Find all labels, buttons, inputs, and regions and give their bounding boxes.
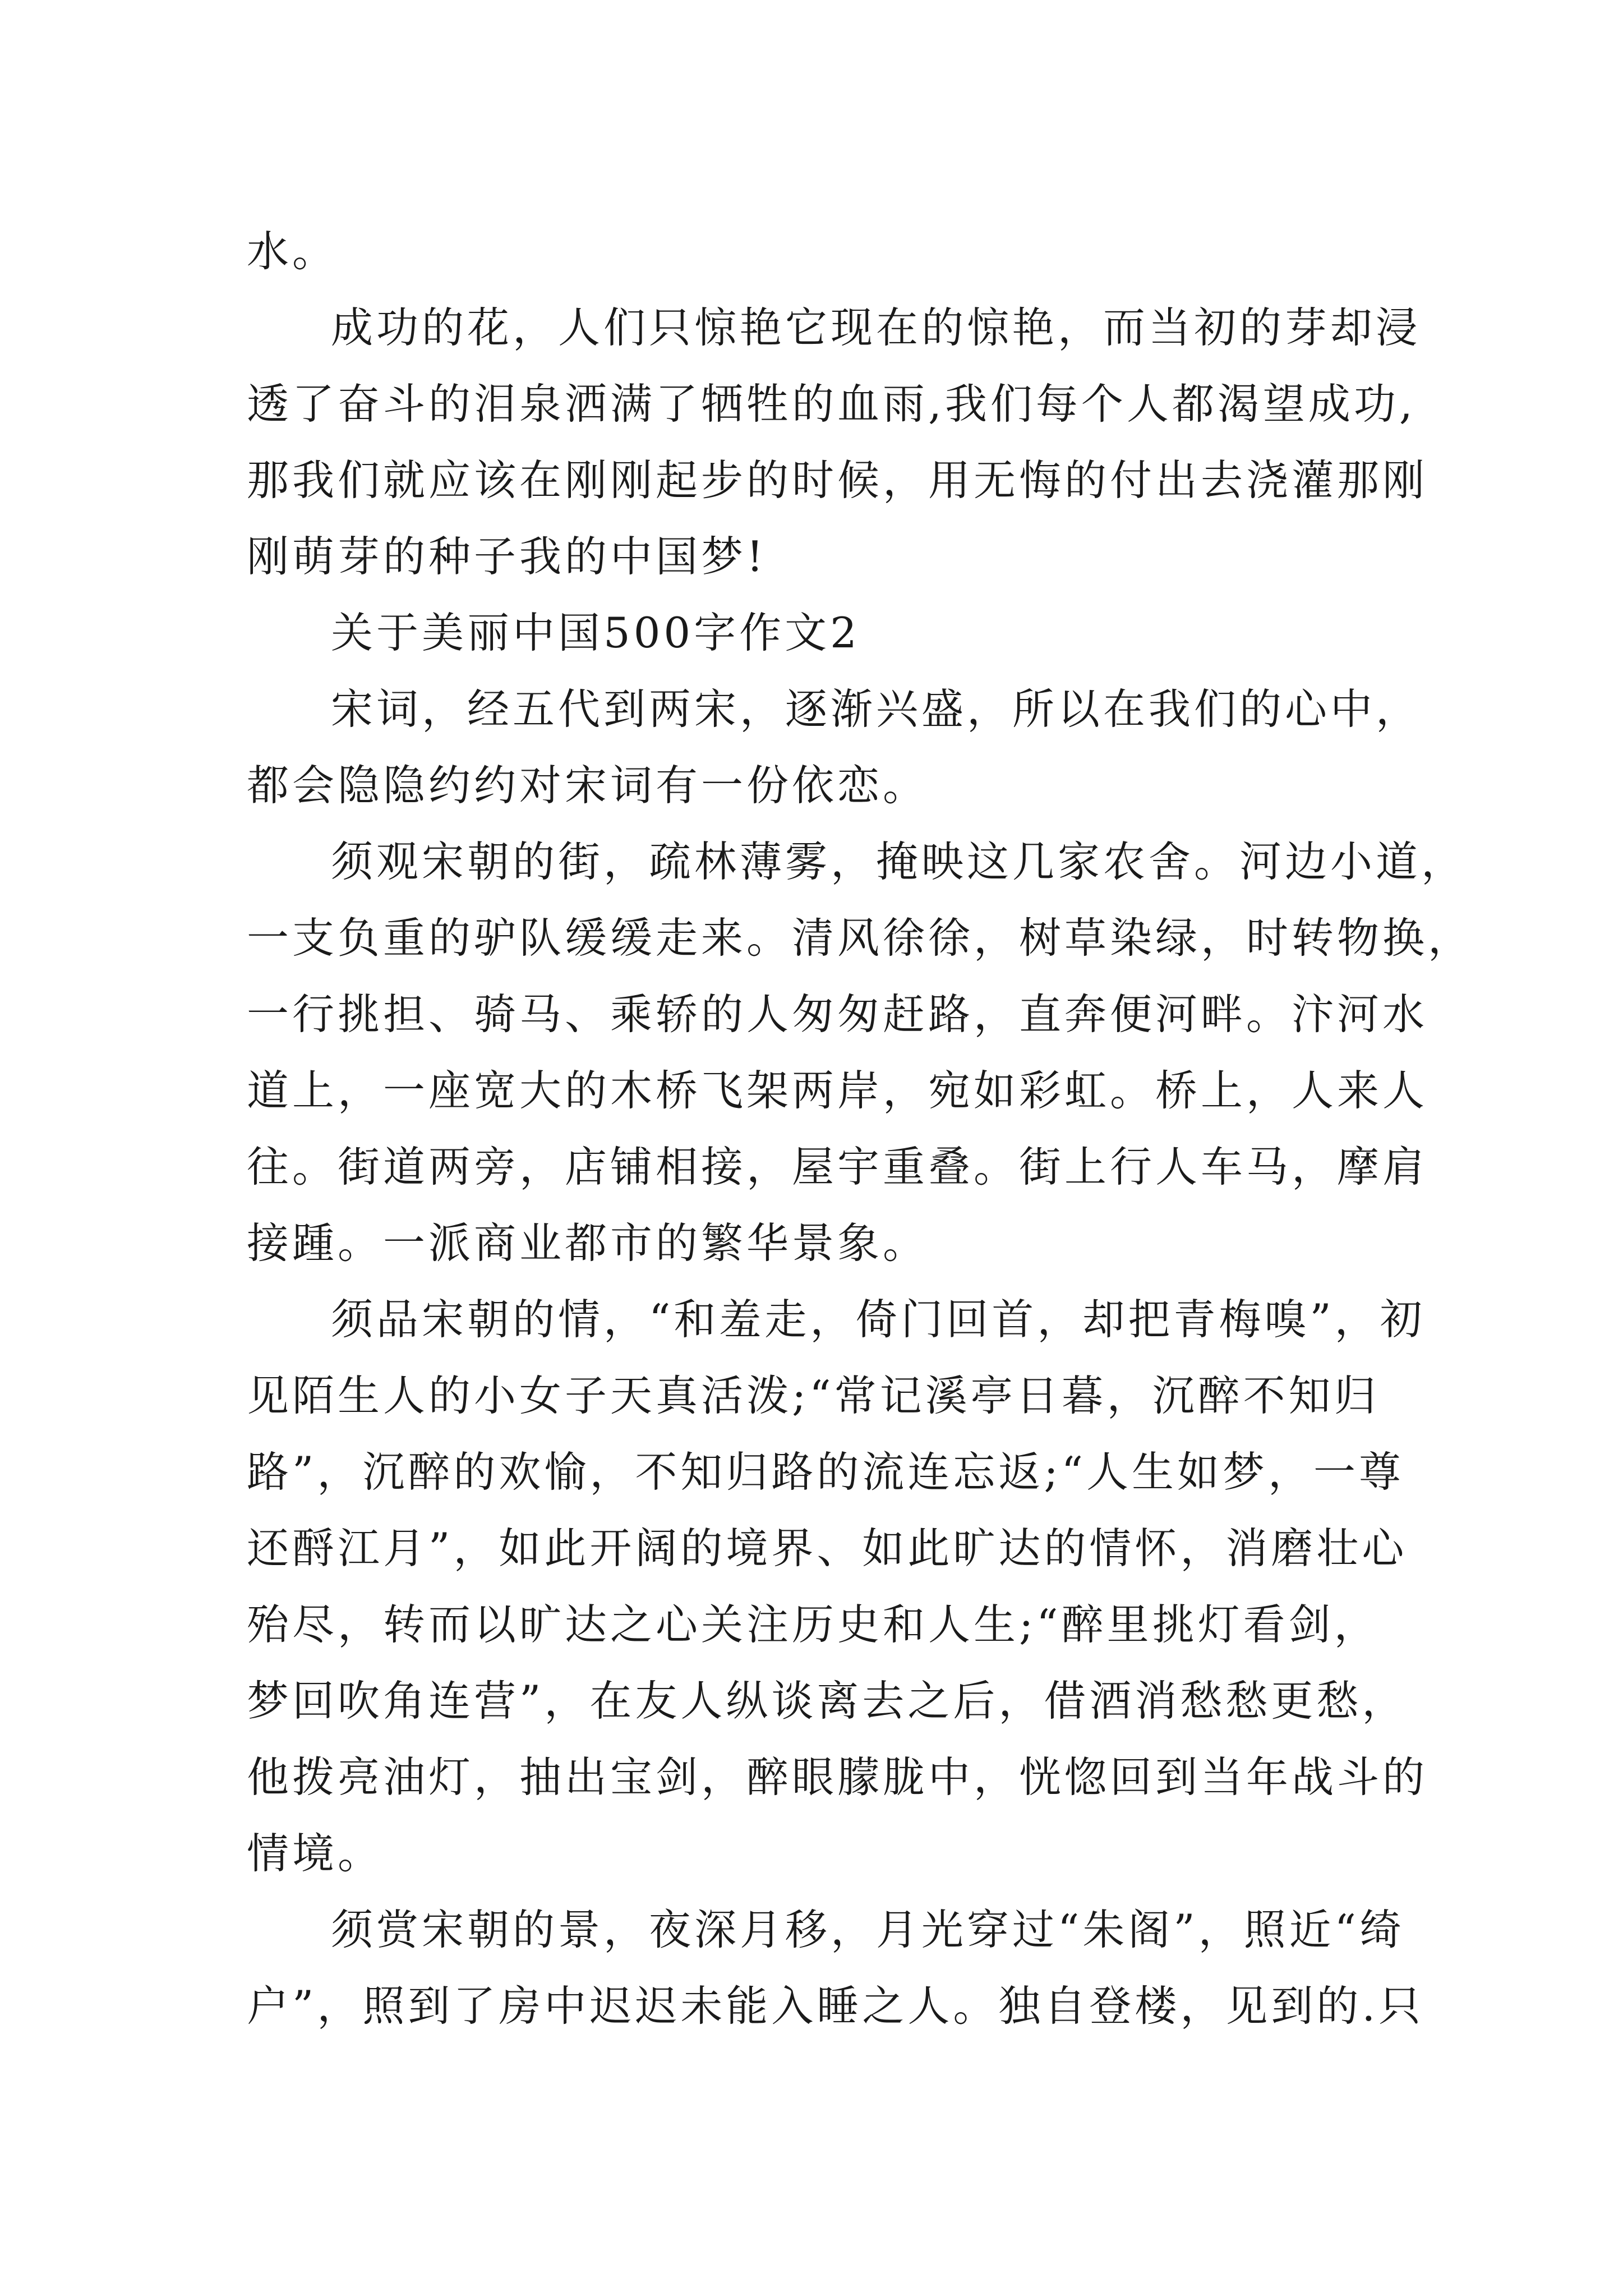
text-line: 关于美丽中国500字作文2 <box>331 608 860 657</box>
text-line: 须观宋朝的街，疏林薄雾，掩映这几家农舍。河边小道， <box>331 837 1467 886</box>
text-line: 路”，沉醉的欢愉，不知归路的流连忘返;“人生如梦，一尊 <box>247 1447 1404 1497</box>
text-line: 透了奋斗的泪泉洒满了牺牲的血雨,我们每个人都渴望成功, <box>247 379 1416 429</box>
text-line: 须赏宋朝的景，夜深月移，月光穿过“朱阁”，照近“绮 <box>331 1905 1405 1954</box>
text-line: 还酹江月”，如此开阔的境界、如此旷达的情怀，消磨壮心 <box>247 1524 1408 1573</box>
text-line: 都会隐隐约约对宋词有一份依恋。 <box>247 761 929 810</box>
text-line: 宋词，经五代到两宋，逐渐兴盛，所以在我们的心中， <box>331 684 1422 734</box>
text-line: 水。 <box>247 227 338 276</box>
text-line: 梦回吹角连营”，在友人纵谈离去之后，借酒消愁愁更愁， <box>247 1676 1408 1726</box>
text-line: 他拨亮油灯，抽出宝剑，醉眼朦胧中，恍惚回到当年战斗的 <box>247 1752 1428 1802</box>
text-line: 那我们就应该在刚刚起步的时候，用无悔的付出去浇灌那刚 <box>247 455 1428 505</box>
text-line: 殆尽，转而以旷达之心关注历史和人生;“醉里挑灯看剑， <box>247 1600 1380 1649</box>
text-line: 往。街道两旁，店铺相接，屋宇重叠。街上行人车马，摩肩 <box>247 1142 1428 1191</box>
text-line: 见陌生人的小女子天真活泼;“常记溪亭日暮，沉醉不知归 <box>247 1371 1380 1420</box>
text-line: 道上，一座宽大的木桥飞架两岸，宛如彩虹。桥上，人来人 <box>247 1066 1428 1115</box>
text-line: 须品宋朝的情，“和羞走，倚门回首，却把青梅嗅”，初 <box>331 1295 1426 1344</box>
text-line: 一支负重的驴队缓缓走来。清风徐徐，树草染绿，时转物换， <box>247 913 1474 963</box>
text-line: 刚萌芽的种子我的中国梦! <box>247 532 767 581</box>
text-line: 户”，照到了房中迟迟未能入睡之人。独自登楼，见到的.只 <box>247 1981 1424 2031</box>
document-body <box>247 213 1474 2044</box>
text-line: 成功的花，人们只惊艳它现在的惊艳，而当初的芽却浸 <box>331 303 1422 352</box>
text-line: 接踵。一派商业都市的繁华景象。 <box>247 1218 929 1268</box>
text-line: 一行挑担、骑马、乘轿的人匆匆赶路，直奔便河畔。汴河水 <box>247 990 1428 1039</box>
text-line: 情境。 <box>247 1829 384 1878</box>
